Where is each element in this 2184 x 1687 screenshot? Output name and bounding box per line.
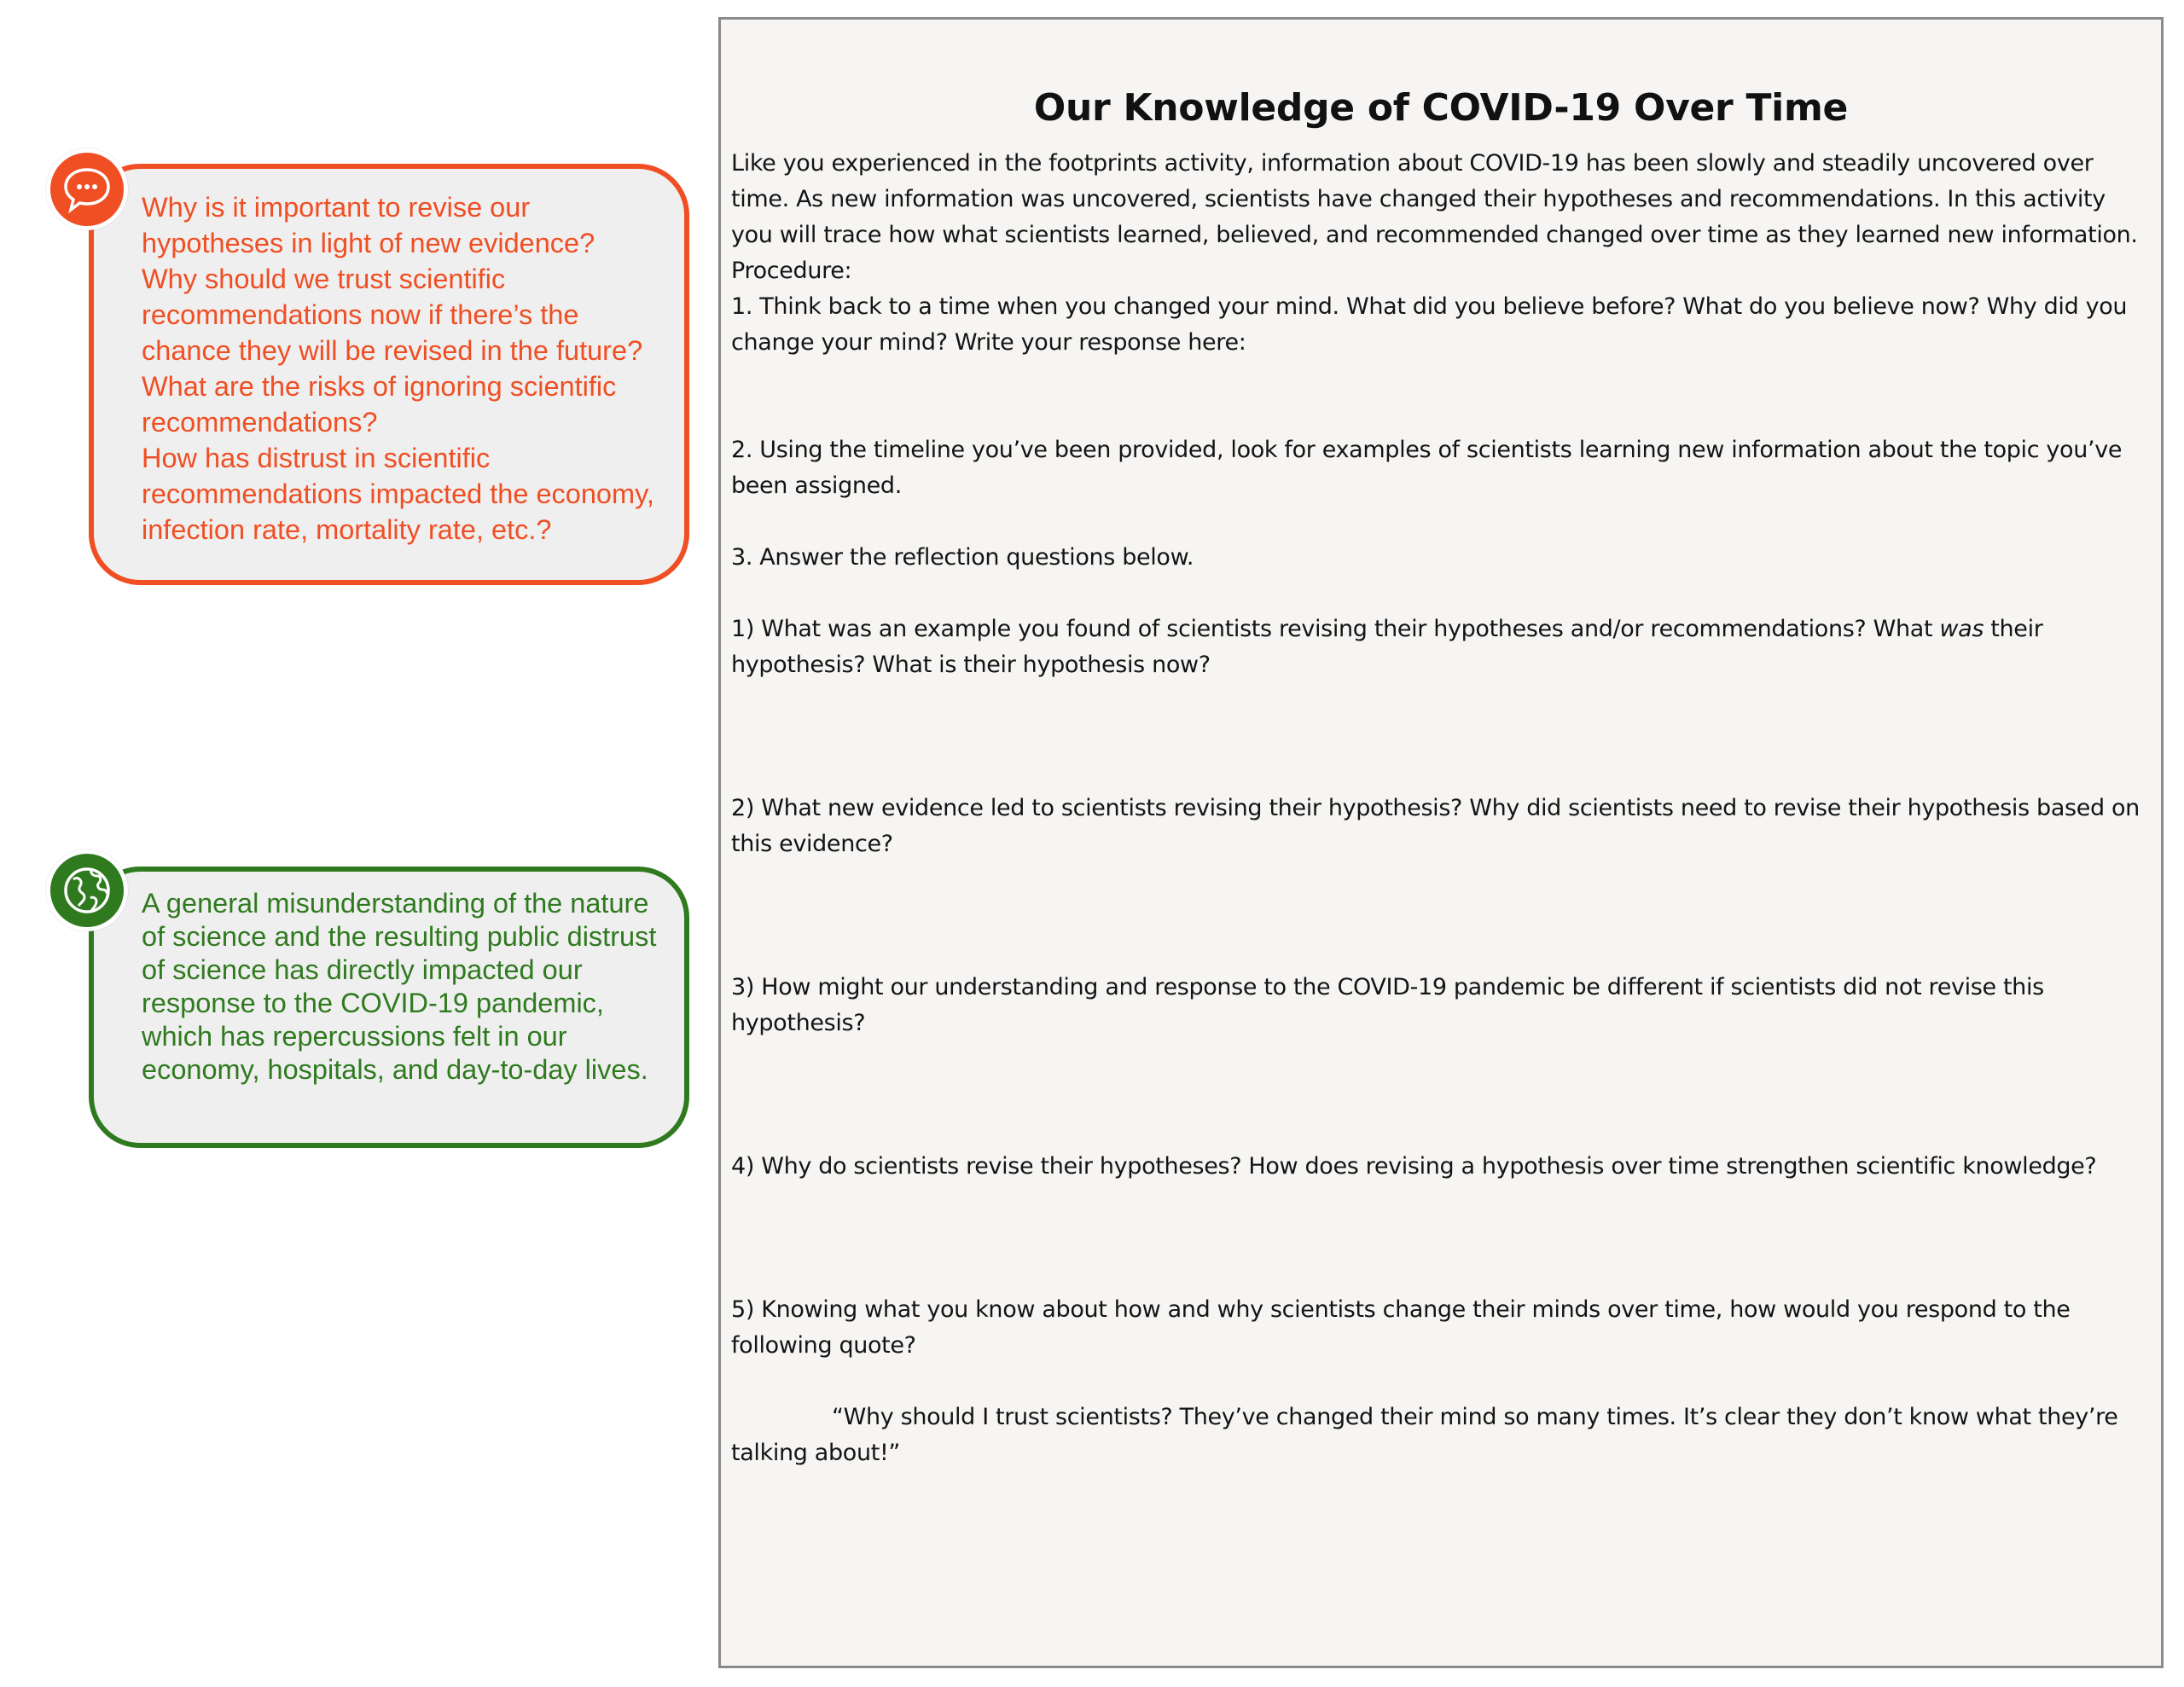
procedure-step-3-block — [731, 540, 2149, 576]
procedure-step-3: 3. Answer the reflection questions below. — [731, 544, 1194, 571]
connection-text: A general misunderstanding of the nature of science and the resulting public distrust of science has directly impacted our response to the COVID-19 pandemic, which has repercussions felt in our economy, hospitals, and day-to-day lives. — [142, 888, 657, 1085]
question-text: 1) What was an example you found of scientists revising their hypotheses and/or recommendations? What — [731, 616, 1940, 642]
discussion-question: What are the risks of ignoring scientific recommendations? — [142, 371, 617, 438]
reflection-question-2 — [731, 791, 2149, 862]
discussion-callout — [89, 164, 689, 585]
reflection-question-5 — [731, 1292, 2149, 1364]
quote: “Why should I trust scientists? They’ve changed their mind so many times. It’s clear they don’t know what they’re talking about!” — [731, 1404, 2118, 1466]
discussion-question: How has distrust in scientific recommendations impacted the economy, infection rate, mortality rate, etc.? — [142, 443, 654, 545]
discussion-questions — [142, 189, 659, 548]
procedure-step-2: 2. Using the timeline you’ve been provided, look for examples of scientists learning new information about the topic you’ve been assigned. — [731, 437, 2123, 499]
discussion-question: Why is it important to revise our hypotheses in light of new evidence? — [142, 192, 595, 258]
question-emphasis: was — [1939, 616, 1984, 642]
intro-paragraph — [731, 146, 2149, 361]
question-text: 3) How might our understanding and response to the COVID-19 pandemic be different if scientists did not revise this hypothesis? — [731, 974, 2044, 1036]
question-text: their hypothesis? What is their hypothesis now? — [731, 616, 2043, 678]
question-text: 5) Knowing what you know about how and why scientists change their minds over time, how would you respond to the following quote? — [731, 1296, 2071, 1359]
worksheet-title: Our Knowledge of COVID-19 Over Time — [1033, 86, 1849, 130]
procedure-step-1: 1. Think back to a time when you changed your mind. What did you believe before? What do you believe now? Why did you change your mind? Write your response here: — [731, 293, 2128, 356]
quote-block — [731, 1400, 2149, 1471]
quote-text — [731, 1400, 2149, 1471]
procedure-label: Procedure: — [731, 258, 852, 284]
intro-text: Like you experienced in the footprints activity, information about COVID-19 has been slowly and steadily uncovered over time. As new information was uncovered, scientists have changed their hypotheses and recommendations. In this activity you will trace how what scientists learned, believed, and recommended changed over time as they learned new information. — [731, 150, 2138, 248]
worksheet-panel — [718, 17, 2164, 1668]
discussion-question: Why should we trust scientific recommendations now if there’s the chance they will be revised in the future? — [142, 264, 643, 366]
reflection-question-3 — [731, 970, 2149, 1041]
connection-callout — [89, 867, 689, 1148]
reflection-question-1 — [731, 612, 2149, 683]
chat-bubble-icon — [46, 148, 128, 230]
question-text: 2) What new evidence led to scientists revising their hypothesis? Why did scientists need to revise their hypothesis based on this evidence? — [731, 795, 2140, 857]
reflection-question-4 — [731, 1149, 2149, 1185]
question-text: 4) Why do scientists revise their hypotheses? How does revising a hypothesis over time strengthen scientific knowledge? — [731, 1153, 2097, 1180]
globe-icon — [46, 849, 128, 931]
procedure-step-2-block — [731, 432, 2149, 504]
